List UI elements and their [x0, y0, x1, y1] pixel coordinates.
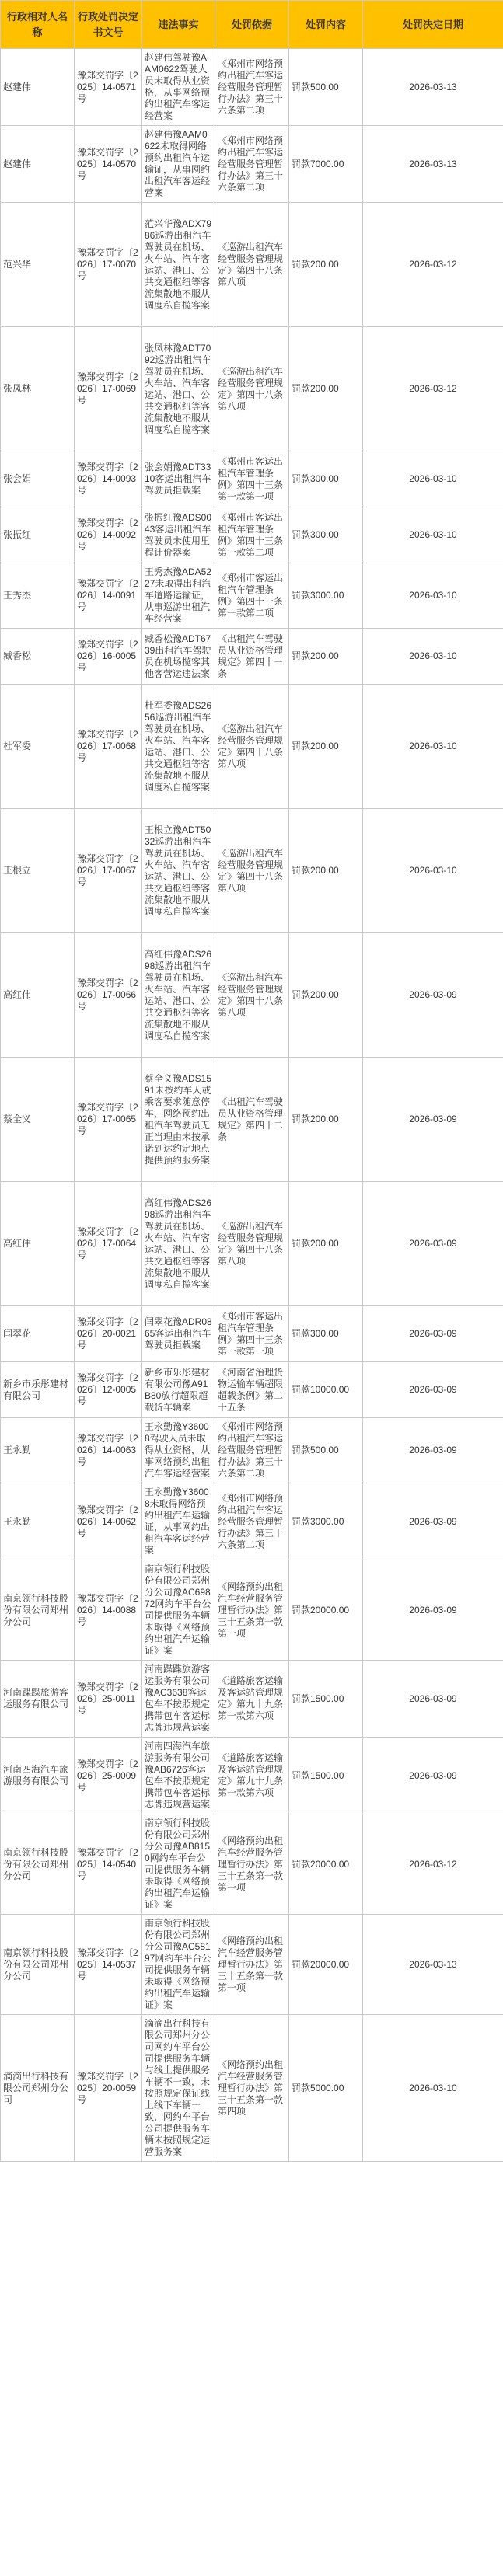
table-row	[1, 1182, 503, 1306]
cell-matter: 臧香松豫ADT6739出租汽车驾驶员在机场揽客其他客营运违法案	[142, 629, 215, 685]
cell-doc-no: 豫郑交罚字〔2026〕14-0062号	[75, 1483, 142, 1560]
cell-basis: 《巡游出租汽车经营服务管理规定》第四十八条第八项	[215, 203, 289, 327]
cell-name: 赵建伟	[1, 126, 75, 203]
cell-matter: 南京领行科技股份有限公司郑州分公司豫AC58197网约车平台公司提供服务车辆未取得《网络预约出租汽车运输证》案	[142, 1915, 215, 2015]
cell-doc-no: 豫郑交罚字〔2026〕12-0005号	[75, 1362, 142, 1418]
cell-basis: 《郑州市客运出租汽车管理条例》第四十一条第一款第二项	[215, 563, 289, 629]
cell-basis: 《道路旅客运输及客运站管理规定》第九十九条第一款第六项	[215, 1661, 289, 1738]
table-row	[1, 933, 503, 1058]
cell-matter: 赵建伟驾驶豫AAM0622驾驶人员未取得从业资格，从事网络预约出租汽车客运经营案	[142, 49, 215, 126]
cell-doc-no: 豫郑交罚字〔2025〕14-0570号	[75, 126, 142, 203]
cell-content: 罚款20000.00	[289, 1560, 363, 1661]
cell-content: 罚款200.00	[289, 685, 363, 809]
cell-basis: 《网络预约出租汽车经营服务管理暂行办法》第三十五条第一款第一项	[215, 1814, 289, 1915]
cell-date: 2026-03-09	[363, 1182, 503, 1306]
cell-name: 高红伟	[1, 1182, 75, 1306]
cell-content: 罚款1500.00	[289, 1738, 363, 1814]
cell-doc-no: 豫郑交罚字〔2026〕14-0063号	[75, 1418, 142, 1483]
cell-content: 罚款200.00	[289, 327, 363, 451]
cell-matter: 河南蹀蹀旅游客运服务有限公司豫AC3638客运包车不按照规定携带包车客运标志牌违规营运案	[142, 1661, 215, 1738]
cell-date: 2026-03-13	[363, 49, 503, 126]
cell-basis: 《巡游出租汽车经营服务管理规定》第四十八条第八项	[215, 809, 289, 933]
cell-basis: 《巡游出租汽车经营服务管理规定》第四十八条第八项	[215, 1182, 289, 1306]
cell-matter: 高红伟豫ADS2698巡游出租汽车驾驶员在机场、火车站、汽车客运站、港口、公共交通枢纽等客流集散地不服从调度私自揽客案	[142, 1182, 215, 1306]
cell-doc-no: 豫郑交罚字〔2026〕14-0091号	[75, 563, 142, 629]
cell-content: 罚款200.00	[289, 809, 363, 933]
cell-content: 罚款20000.00	[289, 1814, 363, 1915]
header-date: 处罚决定日期	[363, 1, 503, 49]
cell-date: 2026-03-10	[363, 2015, 503, 2162]
cell-basis: 《河南省治理货物运输车辆超限超载条例》第二十五条	[215, 1362, 289, 1418]
cell-matter: 王永勤豫Y36008未取得网络预约出租汽车运输证，从事网约出租汽车客运经营案	[142, 1483, 215, 1560]
cell-doc-no: 豫郑交罚字〔2026〕17-0069号	[75, 327, 142, 451]
cell-date: 2026-03-12	[363, 1814, 503, 1915]
cell-date: 2026-03-09	[363, 933, 503, 1058]
table-row	[1, 1738, 503, 1814]
cell-doc-no: 豫郑交罚字〔2025〕14-0540号	[75, 1814, 142, 1915]
cell-name: 王永勤	[1, 1418, 75, 1483]
cell-content: 罚款300.00	[289, 507, 363, 563]
cell-date: 2026-03-12	[363, 327, 503, 451]
cell-matter: 王永勤豫Y36008驾驶人员未取得从业资格，从事网络预约出租汽车客运经营案	[142, 1418, 215, 1483]
table-row	[1, 203, 503, 327]
cell-date: 2026-03-10	[363, 809, 503, 933]
cell-name: 滴滴出行科技有限公司郑州分公司	[1, 2015, 75, 2162]
cell-basis: 《出租汽车驾驶员从业资格管理规定》第四十一条	[215, 629, 289, 685]
table-row	[1, 126, 503, 203]
cell-doc-no: 豫郑交罚字〔2026〕14-0088号	[75, 1560, 142, 1661]
table-row	[1, 1560, 503, 1661]
cell-date: 2026-03-10	[363, 685, 503, 809]
cell-content: 罚款1500.00	[289, 1661, 363, 1738]
cell-doc-no: 豫郑交罚字〔2026〕17-0067号	[75, 809, 142, 933]
table-row	[1, 1362, 503, 1418]
cell-date: 2026-03-12	[363, 203, 503, 327]
cell-content: 罚款200.00	[289, 203, 363, 327]
cell-doc-no: 豫郑交罚字〔2026〕25-0011号	[75, 1661, 142, 1738]
cell-doc-no: 豫郑交罚字〔2026〕17-0070号	[75, 203, 142, 327]
cell-name: 赵建伟	[1, 49, 75, 126]
cell-content: 罚款5000.00	[289, 2015, 363, 2162]
cell-name: 王秀杰	[1, 563, 75, 629]
cell-matter: 高红伟豫ADS2698巡游出租汽车驾驶员在机场、火车站、汽车客运站、港口、公共交通枢纽等客流集散地不服从调度私自揽客案	[142, 933, 215, 1058]
cell-doc-no: 豫郑交罚字〔2026〕17-0066号	[75, 933, 142, 1058]
cell-doc-no: 豫郑交罚字〔2026〕14-0093号	[75, 451, 142, 507]
cell-name: 杜军委	[1, 685, 75, 809]
table-row	[1, 1306, 503, 1362]
cell-name: 河南蹀蹀旅游客运服务有限公司	[1, 1661, 75, 1738]
cell-date: 2026-03-10	[363, 451, 503, 507]
cell-matter: 蔡全义豫ADS1591未按约车人或乘客要求随意停车，网络预约出租汽车驾驶员无正当理由未按承诺到达约定地点提供预约服务案	[142, 1058, 215, 1182]
cell-date: 2026-03-10	[363, 507, 503, 563]
cell-basis: 《郑州市客运出租汽车管理条例》第四十三条第一款第二项	[215, 507, 289, 563]
cell-matter: 王秀杰豫ADA5227未取得出租汽车道路运输证，从事巡游出租汽车经营案	[142, 563, 215, 629]
cell-content: 罚款200.00	[289, 1182, 363, 1306]
cell-content: 罚款200.00	[289, 1058, 363, 1182]
cell-matter: 张会娟豫ADT3310客运出租汽车驾驶员拒载案	[142, 451, 215, 507]
cell-matter: 南京领行科技股份有限公司郑州分公司豫AC69872网约车平台公司提供服务车辆未取得《网络预约出租汽车运输证》案	[142, 1560, 215, 1661]
cell-content: 罚款500.00	[289, 49, 363, 126]
table-row	[1, 1915, 503, 2015]
cell-basis: 《巡游出租汽车经营服务管理规定》第四十八条第八项	[215, 327, 289, 451]
cell-name: 王根立	[1, 809, 75, 933]
cell-date: 2026-03-10	[363, 563, 503, 629]
cell-matter: 张凤林豫ADT7092巡游出租汽车驾驶员在机场、火车站、汽车客运站、港口、公共交通枢纽等客流集散地不服从调度私自揽客案	[142, 327, 215, 451]
cell-matter: 王根立豫ADT5032巡游出租汽车驾驶员在机场、火车站、汽车客运站、港口、公共交通枢纽等客流集散地不服从调度私自揽客案	[142, 809, 215, 933]
table-row	[1, 809, 503, 933]
cell-content: 罚款7000.00	[289, 126, 363, 203]
header-matter: 违法事实	[142, 1, 215, 49]
header-basis: 处罚依据	[215, 1, 289, 49]
cell-matter: 闫翠花豫ADR0865客运出租汽车驾驶员拒载案	[142, 1306, 215, 1362]
cell-doc-no: 豫郑交罚字〔2026〕17-0064号	[75, 1182, 142, 1306]
table-row	[1, 685, 503, 809]
cell-matter: 范兴华豫ADX7986巡游出租汽车驾驶员在机场、火车站、汽车客运站、港口、公共交通枢纽等客流集散地不服从调度私自揽客案	[142, 203, 215, 327]
table-row	[1, 1058, 503, 1182]
cell-name: 闫翠花	[1, 1306, 75, 1362]
cell-basis: 《出租汽车驾驶员从业资格管理规定》第四十二条	[215, 1058, 289, 1182]
cell-basis: 《巡游出租汽车经营服务管理规定》第四十八条第八项	[215, 933, 289, 1058]
cell-date: 2026-03-09	[363, 1362, 503, 1418]
header-doc-no: 行政处罚决定书文号	[75, 1, 142, 49]
table-row	[1, 327, 503, 451]
cell-date: 2026-03-09	[363, 1306, 503, 1362]
cell-doc-no: 豫郑交罚字〔2025〕20-0059号	[75, 2015, 142, 2162]
cell-basis: 《道路旅客运输及客运站管理规定》第九十九条第一款第六项	[215, 1738, 289, 1814]
table-row	[1, 1661, 503, 1738]
cell-doc-no: 豫郑交罚字〔2026〕25-0009号	[75, 1738, 142, 1814]
cell-doc-no: 豫郑交罚字〔2025〕14-0571号	[75, 49, 142, 126]
cell-date: 2026-03-13	[363, 1915, 503, 2015]
cell-basis: 《郑州市网络预约出租汽车客运经营服务管理暂行办法》第三十六条第二项	[215, 1483, 289, 1560]
cell-name: 河南四海汽车旅游服务有限公司	[1, 1738, 75, 1814]
cell-doc-no: 豫郑交罚字〔2025〕14-0537号	[75, 1915, 142, 2015]
cell-doc-no: 豫郑交罚字〔2026〕20-0021号	[75, 1306, 142, 1362]
cell-doc-no: 豫郑交罚字〔2026〕17-0065号	[75, 1058, 142, 1182]
cell-date: 2026-03-09	[363, 1661, 503, 1738]
cell-basis: 《网络预约出租汽车经营服务管理暂行办法》第三十五条第一款第四项	[215, 2015, 289, 2162]
cell-name: 高红伟	[1, 933, 75, 1058]
cell-matter: 杜军委豫ADS2656巡游出租汽车驾驶员在机场、火车站、汽车客运站、港口、公共交通枢纽等客流集散地不服从调度私自揽客案	[142, 685, 215, 809]
cell-name: 南京领行科技股份有限公司郑州分公司	[1, 1560, 75, 1661]
cell-content: 罚款200.00	[289, 933, 363, 1058]
cell-content: 罚款200.00	[289, 629, 363, 685]
cell-name: 臧香松	[1, 629, 75, 685]
cell-matter: 张振红豫ADS0043客运出租汽车驾驶员未使用里程计价器案	[142, 507, 215, 563]
table-row	[1, 2015, 503, 2162]
cell-basis: 《郑州市客运出租汽车管理条例》第四十三条第一款第一项	[215, 451, 289, 507]
table-row	[1, 1814, 503, 1915]
table-body	[1, 49, 503, 2162]
cell-name: 蔡全义	[1, 1058, 75, 1182]
cell-name: 新乡市乐彤建材有限公司	[1, 1362, 75, 1418]
cell-doc-no: 豫郑交罚字〔2026〕17-0068号	[75, 685, 142, 809]
cell-doc-no: 豫郑交罚字〔2026〕16-0005号	[75, 629, 142, 685]
table-row	[1, 1483, 503, 1560]
header-name: 行政相对人名称	[1, 1, 75, 49]
cell-matter: 新乡市乐彤建材有限公司豫A91B80放行超限超载货车辆案	[142, 1362, 215, 1418]
cell-doc-no: 豫郑交罚字〔2026〕14-0092号	[75, 507, 142, 563]
cell-name: 张会娟	[1, 451, 75, 507]
cell-basis: 《郑州市客运出租汽车管理条例》第四十三条第一款第一项	[215, 1306, 289, 1362]
cell-basis: 《巡游出租汽车经营服务管理规定》第四十八条第八项	[215, 685, 289, 809]
cell-name: 张振红	[1, 507, 75, 563]
cell-basis: 《郑州市网络预约出租汽车客运经营服务管理暂行办法》第三十六条第二项	[215, 49, 289, 126]
cell-name: 范兴华	[1, 203, 75, 327]
cell-matter: 滴滴出行科技有限公司郑州分公司网约车平台公司提供服务车辆与线上提供服务车辆不一致，未按照规定保证线上线下车辆一致，网约车平台公司提供服务车辆未按照规定运营服务案	[142, 2015, 215, 2162]
cell-date: 2026-03-13	[363, 126, 503, 203]
header-row	[1, 1, 503, 49]
cell-name: 南京领行科技股份有限公司郑州分公司	[1, 1814, 75, 1915]
cell-basis: 《网络预约出租汽车经营服务管理暂行办法》第三十五条第一款第一项	[215, 1560, 289, 1661]
table-row	[1, 629, 503, 685]
cell-date: 2026-03-10	[363, 629, 503, 685]
cell-content: 罚款20000.00	[289, 1915, 363, 2015]
cell-content: 罚款3000.00	[289, 563, 363, 629]
cell-date: 2026-03-09	[363, 1418, 503, 1483]
cell-basis: 《网络预约出租汽车经营服务管理暂行办法》第三十五条第一款第一项	[215, 1915, 289, 2015]
table-header	[1, 1, 503, 49]
cell-name: 张凤林	[1, 327, 75, 451]
cell-content: 罚款3000.00	[289, 1483, 363, 1560]
cell-content: 罚款300.00	[289, 451, 363, 507]
cell-matter: 河南四海汽车旅游服务有限公司豫AB6726客运包车不按照规定携带包车客运标志牌违规营运案	[142, 1738, 215, 1814]
cell-name: 王永勤	[1, 1483, 75, 1560]
table-row	[1, 1418, 503, 1483]
cell-content: 罚款300.00	[289, 1306, 363, 1362]
cell-content: 罚款10000.00	[289, 1362, 363, 1418]
cell-basis: 《郑州市网络预约出租汽车客运经营服务管理暂行办法》第三十六条第二项	[215, 1418, 289, 1483]
table-row	[1, 507, 503, 563]
cell-content: 罚款500.00	[289, 1418, 363, 1483]
table-row	[1, 451, 503, 507]
cell-date: 2026-03-09	[363, 1483, 503, 1560]
cell-date: 2026-03-09	[363, 1058, 503, 1182]
header-content: 处罚内容	[289, 1, 363, 49]
table-row	[1, 49, 503, 126]
cell-basis: 《郑州市网络预约出租汽车客运经营服务管理暂行办法》第三十六条第二项	[215, 126, 289, 203]
cell-name: 南京领行科技股份有限公司郑州分公司	[1, 1915, 75, 2015]
table-row	[1, 563, 503, 629]
cell-date: 2026-03-09	[363, 1560, 503, 1661]
cell-date: 2026-03-09	[363, 1738, 503, 1814]
cell-matter: 赵建伟豫AAM0622未取得网络预约出租汽车运输证，从事网约出租汽车客运经营案	[142, 126, 215, 203]
cell-matter: 南京领行科技股份有限公司郑州分公司豫AB8150网约车平台公司提供服务车辆未取得《网络预约出租汽车运输证》案	[142, 1814, 215, 1915]
